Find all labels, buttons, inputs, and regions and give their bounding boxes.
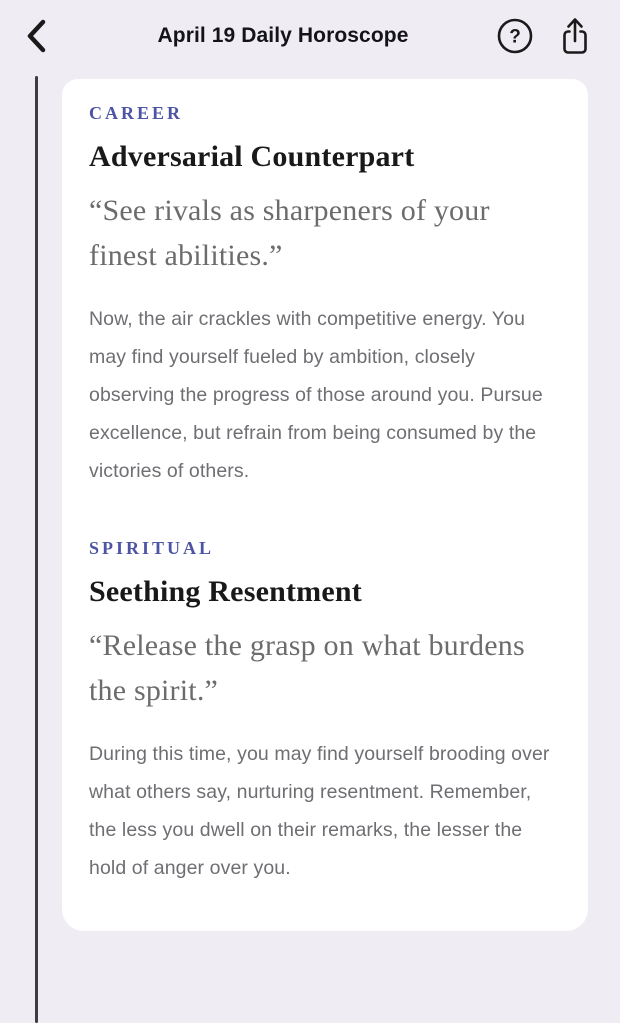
section-body: During this time, you may find yourself brooding over what others say, nurturing resentment. Remember, the less you dwell on their remarks, the lesser the hold of anger over you. [89,743,550,879]
left-edge-scroll-line [35,76,38,1023]
share-button[interactable] [554,15,596,57]
section-title: Adversarial Counterpart [89,140,415,173]
horoscope-section-spiritual [89,538,561,887]
help-button[interactable] [494,15,536,57]
question-mark-circle-icon [496,17,534,55]
page-title: April 19 Daily Horoscope [157,24,409,47]
back-button[interactable] [26,16,66,56]
header-bar [0,0,620,72]
horoscope-card [62,79,588,931]
horoscope-section-career [89,103,561,490]
category-label: CAREER [89,103,184,123]
share-icon [557,16,593,56]
category-label: SPIRITUAL [89,538,215,558]
chevron-left-icon [26,19,48,53]
section-quote: “Release the grasp on what burdens the spirit.” [89,629,525,707]
section-body: Now, the air crackles with competitive energy. You may find yourself fueled by ambition, closely observing the progress of those around you. Pursue excellence, but refrain from being consumed by the victories of others. [89,308,543,482]
section-title: Seething Resentment [89,575,362,608]
section-quote: “See rivals as sharpeners of your finest abilities.” [89,194,490,272]
svg-text:?: ? [509,26,521,48]
